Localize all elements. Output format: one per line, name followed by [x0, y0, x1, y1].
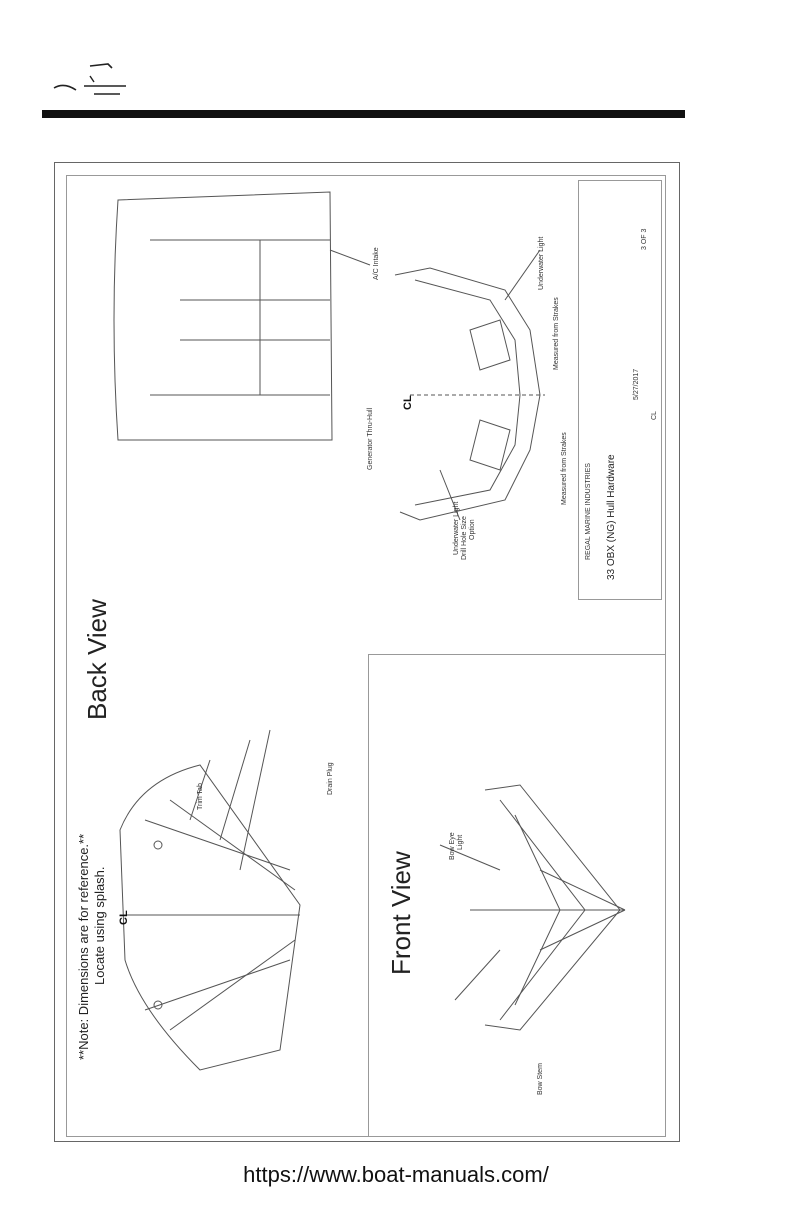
label-drain-plug: Drain Plug [327, 762, 334, 795]
label-bow-eye: Bow Eye [449, 832, 456, 860]
front-view-title: Front View [386, 851, 416, 975]
label-measured-from-strakes-right: Measured from Strakes [553, 297, 560, 370]
title-block-sheet: 3 OF 3 [641, 228, 648, 250]
brand-logo [46, 52, 136, 102]
label-option: Option [469, 519, 476, 540]
label-underwater-light-right: Underwater Light [538, 236, 545, 290]
title-block-date: 5/27/2017 [633, 368, 640, 400]
title-block-company: REGAL MARINE INDUSTRIES [585, 463, 592, 560]
title-block-drawing-title: 33 OBX (NG) Hull Hardware [606, 454, 617, 580]
label-measured-from-strakes-left: Measured from Strakes [561, 432, 568, 505]
label-drill-hole-size: Drill Hole Size [461, 516, 468, 560]
centerline-label: CL [402, 395, 414, 410]
label-trim-tab: Trim Tab [197, 783, 204, 810]
label-bow-stem: Bow Stem [537, 1063, 544, 1095]
label-ac-intake: A/C Intake [373, 247, 380, 280]
back-view-title: Back View [82, 599, 112, 720]
title-block-revision: CL [651, 411, 658, 420]
centerline-label-plan: CL [118, 910, 130, 925]
note-line-2: Locate using splash. [92, 866, 107, 985]
note-line-1: **Note: Dimensions are for reference.** [76, 833, 91, 1060]
footer-url[interactable]: https://www.boat-manuals.com/ [243, 1162, 549, 1187]
label-underwater-light-left: Underwater Light [453, 501, 460, 555]
label-light: Light [457, 834, 464, 850]
header-rule [42, 110, 685, 118]
label-generator-thru-hull: Generator Thru-Hull [367, 407, 374, 470]
